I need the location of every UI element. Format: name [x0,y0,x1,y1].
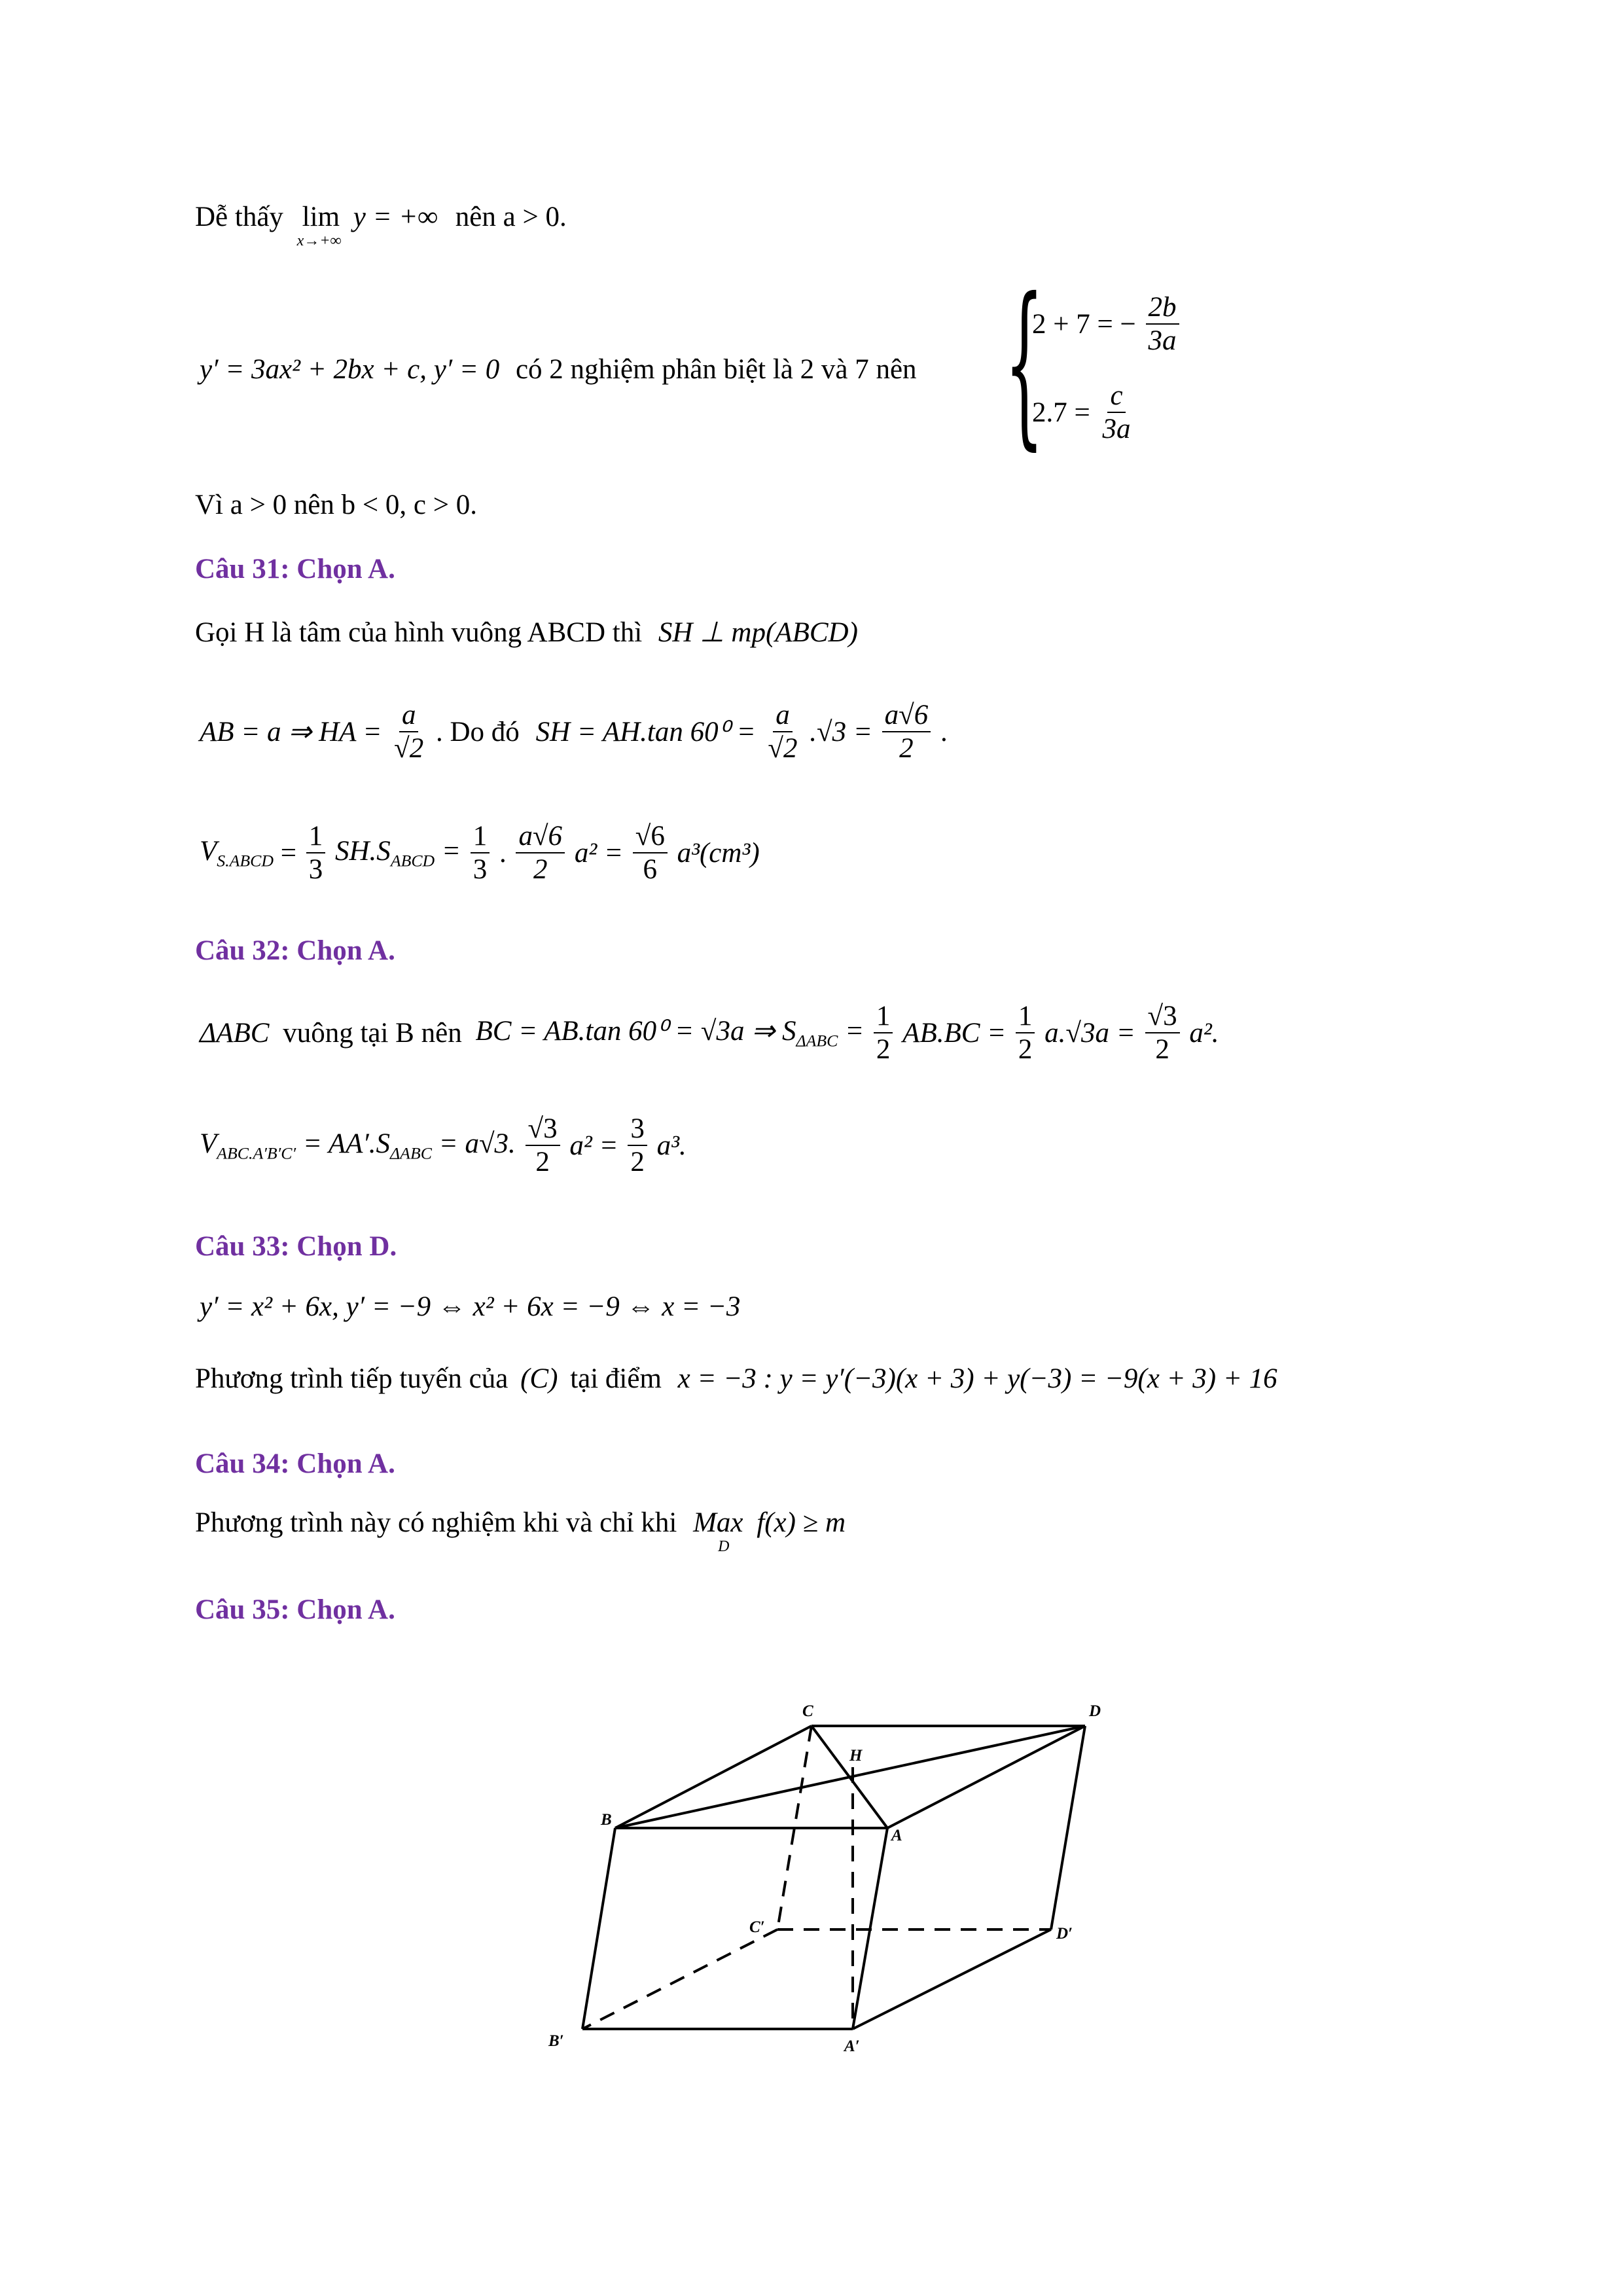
heading-cau-32: Câu 32: Chọn A. [195,935,395,966]
max-inequality: f(x) ≥ m [757,1507,846,1538]
q31-do-do: . Do đó [436,716,520,747]
frac-num: 1 [471,820,490,853]
q31-volume-line: $V_{S.ABCD}$ = $\frac{1}{3}$ $SH.S_{ABCD}$ = $\frac{1}{3}$ . $\frac{a√6}{2}$ a² = $\frac{√6}{6}$ a³(cm³) [200,821,760,886]
v-sub: S.ABCD [217,851,274,870]
frac-den: 2 [1018,1034,1033,1066]
frac-den: 3 [308,854,323,886]
label-D: D [1089,1702,1101,1720]
q31-text: Gọi H là tâm của hình vuông ABCD thì [195,617,643,648]
frac-num: 1 [1016,1000,1035,1033]
system-eq-2-left: 2.7 = [1032,397,1090,428]
heading-cau-34: Câu 34: Chọn A. [195,1448,395,1479]
s-sub: ABCD [390,851,435,870]
frac-num: 3 [628,1113,647,1146]
label-C1: C′ [749,1918,765,1936]
q31-mult: .√3 = [810,716,872,747]
frac-den: 2 [899,733,914,764]
system-eq-1-left: 2 + 7 = − [1032,308,1136,340]
eq-sign: = [845,1015,865,1047]
bc-expr: BC = AB.tan 60⁰ = √3a ⇒ S [475,1015,796,1047]
v-sub: ABC.A′B′C′ [217,1143,296,1163]
frac-den: 2 [876,1034,891,1066]
max-label: Max [693,1507,743,1538]
ab-bc: AB.BC = [902,1017,1007,1049]
aa-s: = AA′.S [302,1128,391,1159]
frac-num: 1 [874,1000,893,1033]
volume-unit: a³(cm³) [677,837,760,869]
q32-text: vuông tại B nên [283,1017,462,1049]
label-H: H [849,1747,863,1765]
q33-text-1: Phương trình tiếp tuyến của [195,1363,508,1394]
hidden-edges [582,1726,1051,2029]
frac-num: √3 [1145,1000,1180,1033]
frac-den: 2 [535,1147,550,1178]
label-C: C [802,1702,813,1720]
edge-CB [615,1726,812,1828]
v-symbol: V [200,835,217,867]
s-sub: ΔABC [390,1143,432,1163]
derivative-text: có 2 nghiệm phân biệt là 2 và 7 nên [515,354,917,385]
frac-den: 2 [1155,1034,1169,1066]
q31-sh-expr: SH = AH.tan 60⁰ = [535,716,756,747]
label-B: B [601,1811,612,1829]
heading-cau-31: Câu 31: Chọn A. [195,554,395,584]
v-symbol: V [200,1128,217,1159]
curve-c: (C) [520,1363,558,1394]
frac-num: √3 [526,1113,560,1146]
frac-num: c [1107,380,1125,413]
frac-den: √2 [394,733,424,764]
a-product: a.√3a = [1044,1017,1135,1049]
derivative-expression: y′ = 3ax² + 2bx + c, y′ = 0 [200,354,500,385]
sign-conclusion: Vì a > 0 nên b < 0, c > 0. [195,490,478,520]
label-A1: A′ [844,2037,860,2055]
max-subscript: D [718,1538,730,1555]
solid-edges [582,1726,1085,2029]
frac-den: 2 [533,854,548,886]
intro-text: Dễ thấy [195,202,283,232]
a-squared: a² = [574,837,623,869]
frac-num: √6 [633,820,668,853]
q33-text-2: tại điểm [570,1363,662,1394]
edge-BB1 [582,1828,615,2029]
edge-C1B1 [582,1929,777,2029]
frac-num: a√6 [516,820,565,853]
frac-num: a [773,699,793,732]
label-B1: B′ [548,2032,564,2050]
lim-subscript: x→+∞ [296,232,342,249]
edge-DD1 [1051,1726,1085,1929]
triangle-abc: ΔABC [200,1017,270,1049]
frac-den: 3a [1102,414,1131,445]
frac-den: 6 [643,854,658,886]
frac-num: a√6 [882,699,931,732]
frac-den: 3 [473,854,488,886]
frac-num: 2b [1146,291,1179,325]
frac-num: a [399,699,419,732]
frac-num: 1 [306,820,326,853]
area-end: a². [1189,1017,1219,1049]
edge-AD [887,1726,1085,1828]
label-A: A [891,1827,902,1844]
edge-A1D1 [853,1929,1051,2029]
label-D1: D′ [1056,1925,1073,1943]
tangent-equation: x = −3 : y = y′(−3)(x + 3) + y(−3) = −9(x + 3) + 16 [677,1363,1277,1394]
intro-conclusion: nên a > 0. [455,202,567,232]
volume-end: a³. [656,1130,687,1161]
frac-den: √2 [768,733,798,764]
q31-perp-expr: SH ⊥ mp(ABCD) [658,617,858,648]
frac-den: 2 [630,1147,645,1178]
q31-line-2: AB = a ⇒ HA = $\frac{a}{√2}$ . Do đó SH = AH.tan 60⁰ = $\frac{a}{√2}$ .√3 = $\frac{a√6}{2}$ . [200,700,948,764]
s-sub: ΔABC [796,1031,838,1050]
a-squared: a² = [569,1130,618,1161]
system-brace: { [1005,260,1044,466]
q33-derivative: y′ = x² + 6x, y′ = −9 ⇔ x² + 6x = −9 ⇔ x = −3 [200,1291,741,1322]
q34-text: Phương trình này có nghiệm khi và chỉ khi [195,1507,677,1538]
eq-sign: = [280,837,296,869]
heading-cau-35: Câu 35: Chọn A. [195,1594,395,1625]
q31-ha-expr: AB = a ⇒ HA = [200,716,382,747]
limit-expression: y = +∞ [353,202,438,232]
diagonal-CA [812,1726,887,1828]
frac-den: 3a [1148,325,1177,357]
lim-label: lim [302,202,340,232]
heading-cau-33: Câu 33: Chọn D. [195,1231,397,1262]
sh-s: SH.S [335,835,391,867]
a-root3: = a√3. [438,1128,516,1159]
